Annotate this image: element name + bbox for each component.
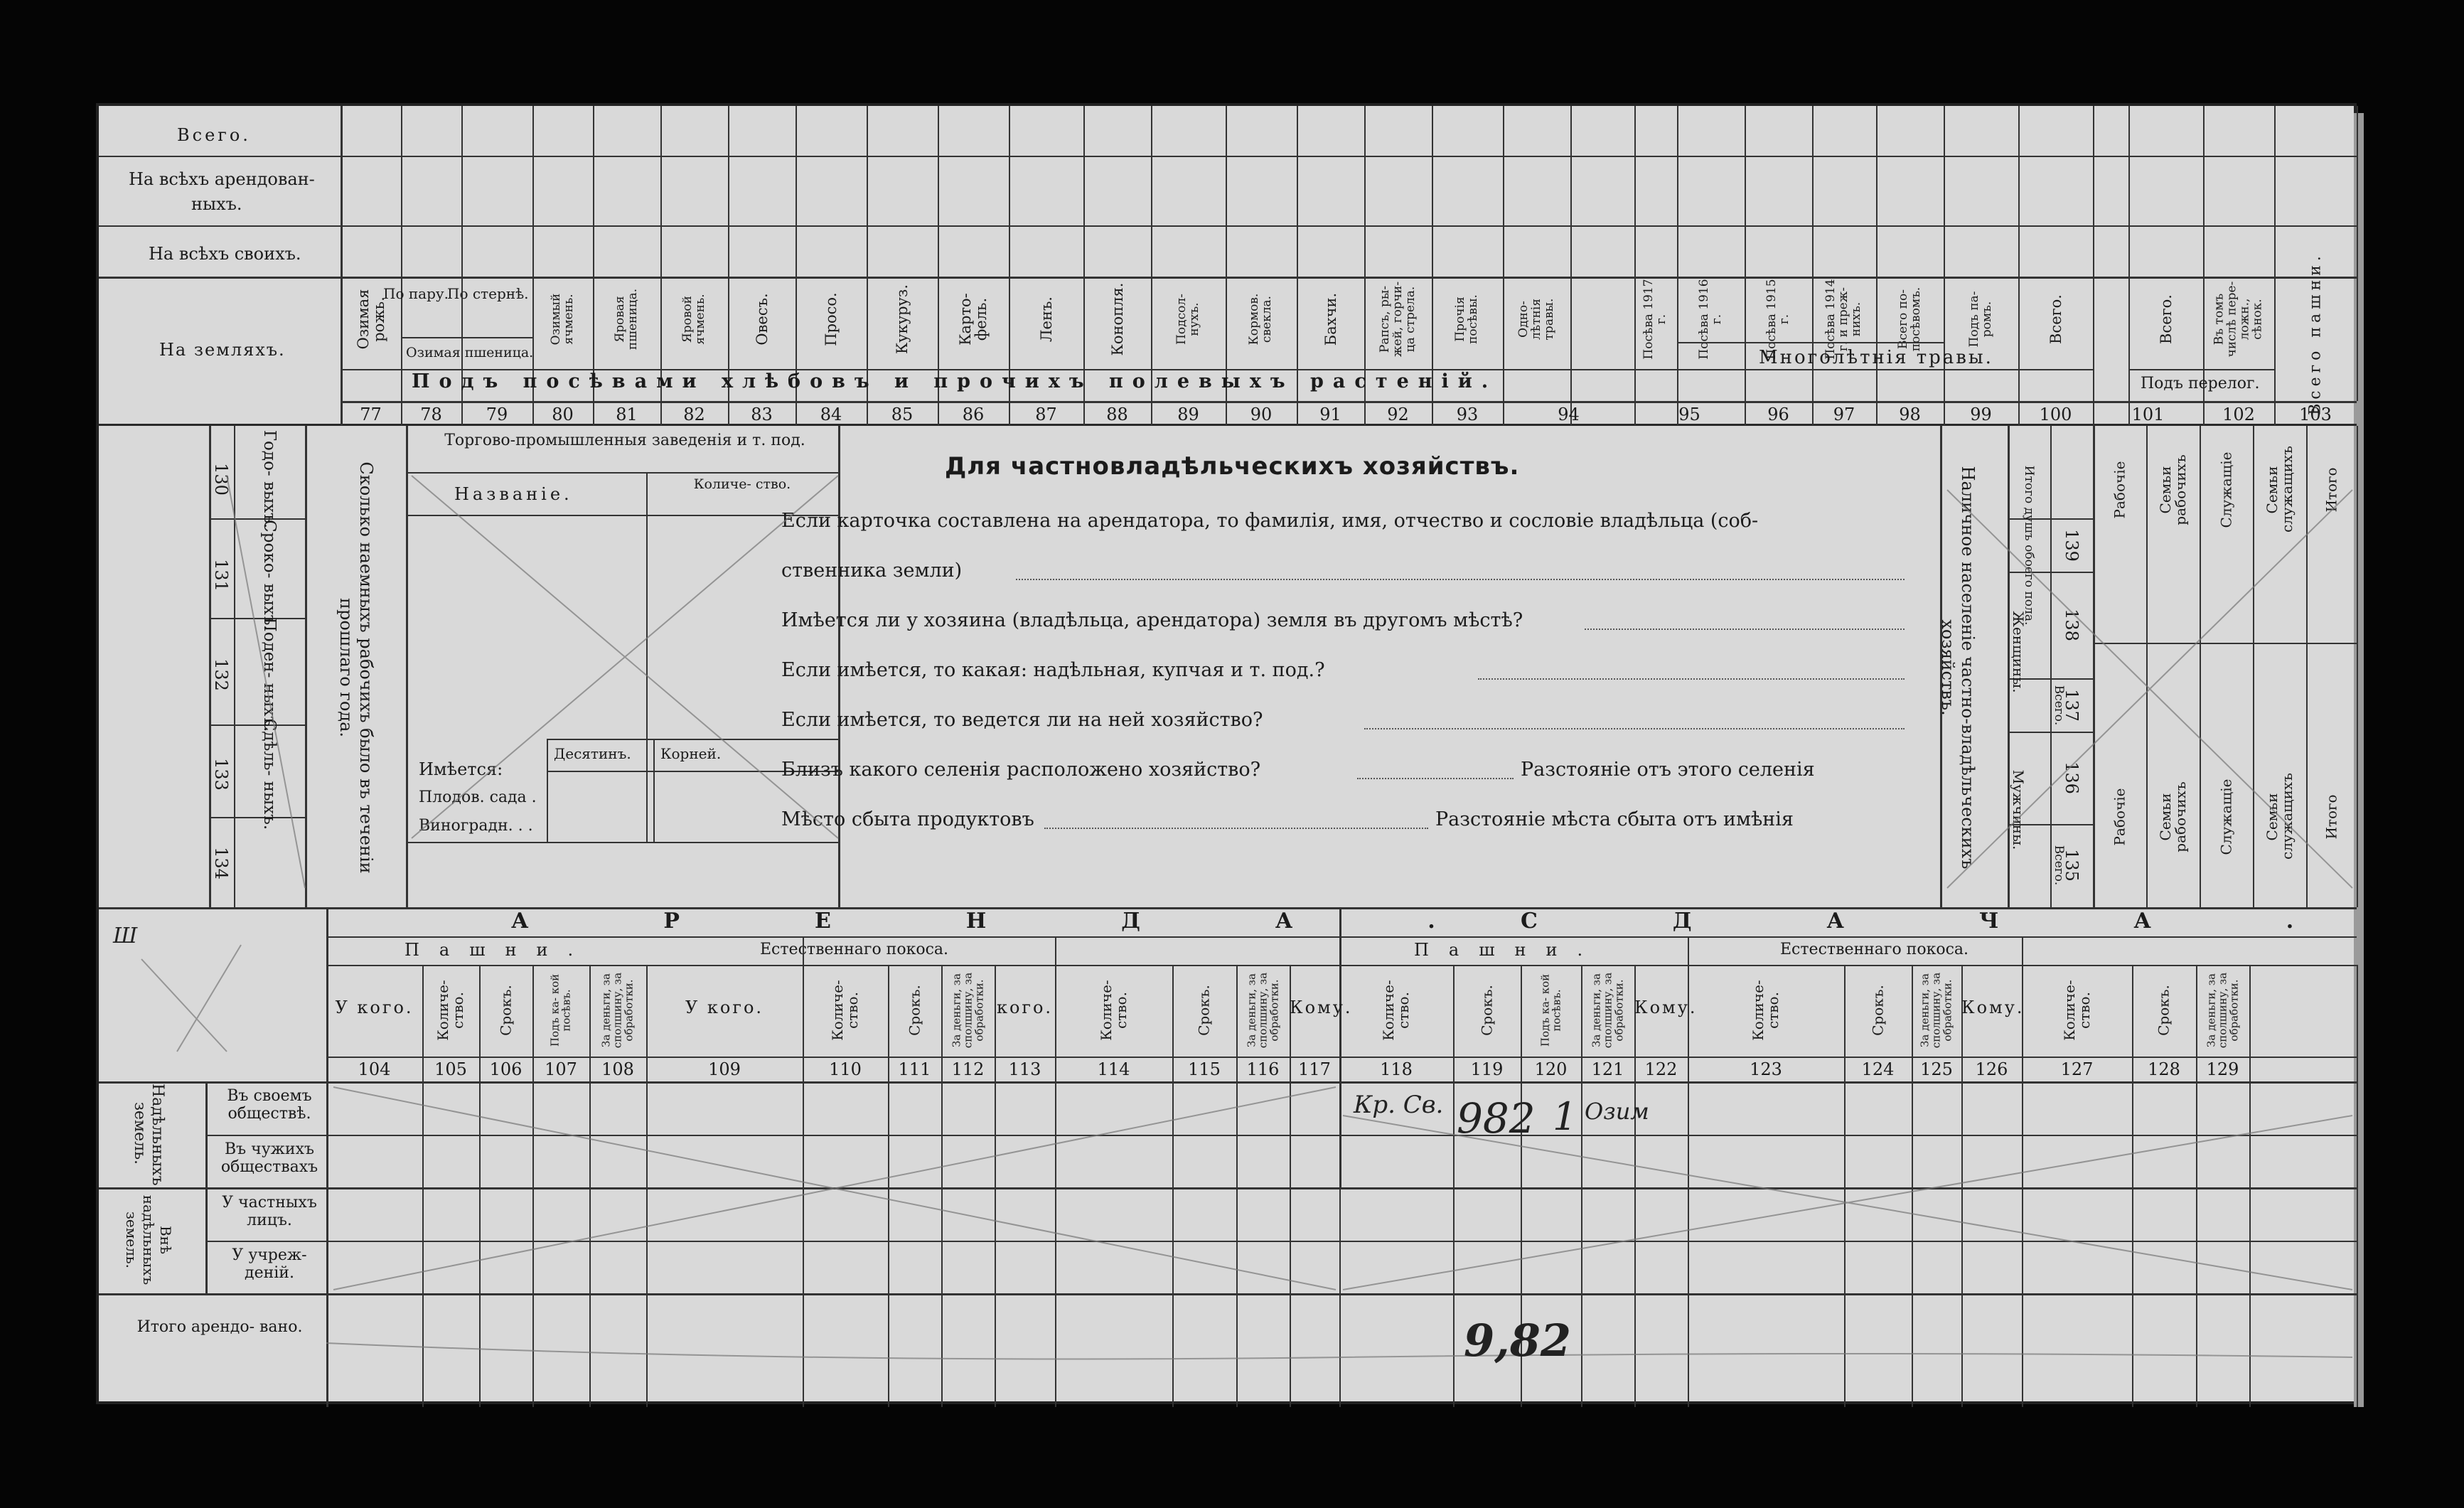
- crop-label: Всего по- посѣвомъ.: [1895, 287, 1923, 352]
- mnogolet-label: Многолѣтнія травы.: [1759, 347, 1993, 368]
- hand-note-1: Кр. Св.: [1354, 1091, 1444, 1119]
- column-number: 108: [601, 1059, 634, 1079]
- column-header: Количе- ство.: [2060, 980, 2093, 1041]
- column-header: Срокъ.: [1478, 985, 1495, 1036]
- column-header: За деньги, за сполшину, за обработки.: [1589, 972, 1625, 1049]
- hand-total: 9,82: [1464, 1315, 1572, 1367]
- population-col-label: Служащіе: [2217, 451, 2234, 528]
- crop-label: Бахчи.: [1322, 292, 1339, 346]
- column-number: 123: [1750, 1059, 1782, 1079]
- population-col-label: Итого: [2323, 794, 2340, 840]
- label-podennyh: Поден- ныхъ.: [260, 617, 279, 732]
- column-number: 121: [1591, 1059, 1624, 1079]
- num-137: 137: [2062, 689, 2082, 722]
- crop-label: Посѣва 1916 г.: [1696, 279, 1724, 360]
- crop-label: Подсол- нухъ.: [1174, 294, 1201, 345]
- column-number: 95: [1678, 405, 1700, 424]
- crop-label: Одно- лѣтнія травы.: [1516, 298, 1556, 341]
- column-number: 86: [962, 405, 985, 424]
- crop-label: Озимый ячмень.: [548, 293, 576, 346]
- sdacha-header: СДАЧА.: [1521, 909, 2429, 934]
- crop-label: Посѣва 1917 г.: [1641, 279, 1668, 360]
- column-number: 109: [708, 1059, 741, 1079]
- column-number: 118: [1380, 1059, 1413, 1079]
- row-vsego: Всего.: [177, 125, 251, 145]
- column-number: 101: [2131, 405, 2165, 424]
- crop-label: Кормов. свекла.: [1247, 293, 1274, 346]
- desyatin-label: Десятинъ.: [554, 745, 631, 762]
- column-number: 106: [489, 1059, 523, 1079]
- column-header: Количе- ство.: [829, 980, 861, 1041]
- group-nadelnyh: Надѣльныхъ земель.: [131, 1084, 166, 1186]
- korney-label: Корней.: [660, 745, 722, 762]
- column-header: У кого.: [335, 998, 414, 1017]
- ozimaya-pshenica: Озимая пшеница.: [406, 345, 534, 360]
- arenda-pashni: Пашни.: [405, 940, 594, 960]
- population-col-label: Рабочіе: [2111, 788, 2128, 846]
- crop-label: Ленъ.: [1037, 296, 1055, 342]
- crop-label: Карто- фель.: [956, 293, 990, 346]
- row-chuzhih: Въ чужихъ обществахъ: [220, 1140, 318, 1177]
- column-number: 90: [1250, 405, 1273, 424]
- column-number: 119: [1470, 1059, 1504, 1079]
- column-number: 120: [1534, 1059, 1568, 1079]
- itogo-pencil-line: [326, 1343, 2352, 1359]
- column-number: 107: [545, 1059, 577, 1079]
- crop-label: Кукуруз.: [893, 284, 911, 355]
- crop-label: Яровой ячмень.: [680, 294, 707, 345]
- crop-label: Конопля.: [1108, 282, 1126, 356]
- private-title: Для частновладѣльческихъ хозяйствъ.: [945, 452, 1520, 481]
- hand-note-3: 1: [1553, 1094, 1578, 1139]
- arenda-header: АРЕНДА.: [511, 909, 1570, 934]
- column-header: Кому.: [1634, 998, 1698, 1017]
- column-number: 91: [1319, 405, 1341, 424]
- question-2: Имѣется ли у хозяина (владѣльца, арендатора) земля въ другомъ мѣстѣ?: [781, 609, 1523, 631]
- crop-label: Подъ па- ромъ.: [1966, 291, 1994, 348]
- num-135: 135: [2062, 849, 2082, 882]
- torg-title: Торгово-промышленныя заведенія и т. под.: [444, 432, 805, 449]
- column-header: Срокъ.: [1869, 985, 1886, 1036]
- vsego-pashni: Всего пашни.: [2306, 252, 2325, 415]
- row-chastnyh: У частныхъ лицъ.: [222, 1194, 317, 1230]
- num-133: 133: [211, 758, 231, 791]
- column-number: 104: [358, 1059, 391, 1079]
- population-col-label: Рабочіе: [2111, 461, 2128, 519]
- nalichnoe-label: Наличное населеніе частно-владѣльческихъ хозяйствъ.: [1938, 466, 1978, 870]
- num-132: 132: [211, 658, 231, 691]
- question-6: Мѣсто сбыта продуктовъ: [781, 808, 1034, 830]
- crop-label: Всего.: [2157, 294, 2175, 344]
- column-number: 99: [1970, 405, 1992, 424]
- num-131: 131: [211, 559, 231, 592]
- column-number: 100: [2039, 405, 2072, 424]
- num-138: 138: [2062, 609, 2082, 641]
- column-header: За деньги, за сполшину, за обработки.: [1244, 972, 1280, 1049]
- question-6b: Разстояніе мѣста сбыта отъ имѣнія: [1435, 808, 1794, 830]
- label-sdelnyh: Сдѣль- ныхъ.: [260, 718, 279, 830]
- column-header: За деньги, за сполшину, за обработки.: [599, 972, 635, 1049]
- crop-label: Посѣва 1915 г.: [1764, 279, 1791, 360]
- question-5: Близъ какого селенія расположено хозяйство?: [781, 759, 1261, 781]
- column-number: 129: [2206, 1059, 2239, 1079]
- column-number: 126: [1975, 1059, 2008, 1079]
- population-col-label: Семьи служащихъ: [2263, 446, 2296, 533]
- column-header: Срокъ.: [2155, 985, 2173, 1036]
- row-arend-1: На всѣхъ арендован-: [129, 169, 315, 189]
- column-number: 77: [360, 405, 382, 424]
- crop-label: Всего.: [2047, 294, 2064, 344]
- column-number: 85: [891, 405, 914, 424]
- column-header: Количе- ство.: [1750, 980, 1782, 1041]
- population-col-label: Семьи рабочихъ: [2156, 781, 2189, 852]
- sub-sternya: По стернѣ.: [447, 285, 529, 302]
- num-139: 139: [2062, 529, 2082, 562]
- naemnyh-label: Сколько наемныхъ рабочихъ было въ теченіи прошлаго года.: [336, 461, 376, 874]
- column-header: Кому.: [1961, 998, 2025, 1017]
- crop-label: Прочія посѣвы.: [1453, 294, 1480, 344]
- column-header: Срокъ.: [906, 985, 923, 1036]
- column-number: 103: [2299, 405, 2332, 424]
- row-itogo: Итого арендо- вано.: [136, 1318, 303, 1336]
- vinogr-label: Виноградн. . .: [419, 817, 533, 835]
- column-number: 102: [2222, 405, 2255, 424]
- column-header: Количе- ство.: [1380, 980, 1412, 1041]
- row-svoih: На всѣхъ своихъ.: [149, 244, 301, 264]
- column-number: 97: [1833, 405, 1855, 424]
- crop-label: Въ томъ числѣ пере- ложн., сѣнок.: [2212, 281, 2264, 358]
- crop-label: Яровая пшеница.: [612, 288, 640, 351]
- sdacha-pashni: Пашни.: [1414, 940, 1603, 960]
- crop-label: Овесъ.: [753, 293, 771, 346]
- population-col-label: Семьи рабочихъ: [2156, 454, 2189, 525]
- column-number: 94: [1558, 405, 1580, 424]
- census-card: [96, 103, 2429, 1404]
- column-number: 83: [751, 405, 773, 424]
- column-number: 88: [1106, 405, 1128, 424]
- column-number: 87: [1035, 405, 1057, 424]
- column-number: 84: [820, 405, 842, 424]
- pencil-cross-line: [227, 476, 305, 888]
- column-number: 128: [2148, 1059, 2180, 1079]
- column-number: 127: [2060, 1059, 2094, 1079]
- column-number: 114: [1097, 1059, 1130, 1079]
- column-header: Срокъ.: [497, 985, 514, 1036]
- population-col-label: Итого: [2323, 467, 2340, 513]
- column-number: 116: [1246, 1059, 1280, 1079]
- column-number: 112: [951, 1059, 985, 1079]
- row-na-zemlyah: На земляхъ.: [159, 340, 286, 360]
- label-srokovyh: Сроко- выхъ.: [260, 520, 279, 631]
- column-number: 78: [420, 405, 442, 424]
- column-header: Количе- ство.: [1097, 980, 1130, 1041]
- column-header: Количе- ство.: [434, 980, 466, 1041]
- question-4: Если имѣется, то ведется ли на ней хозяйство?: [781, 709, 1263, 731]
- column-number: 93: [1456, 405, 1479, 424]
- crop-label: Просо.: [822, 292, 840, 346]
- column-number: 122: [1644, 1059, 1678, 1079]
- column-number: 80: [552, 405, 574, 424]
- pencil-marks: [99, 106, 2359, 1407]
- muzhchiny-label: Мужчины.: [2010, 769, 2027, 850]
- question-1b: ственника земли): [781, 560, 963, 582]
- column-header: кого.: [996, 998, 1054, 1017]
- num-130: 130: [211, 463, 231, 496]
- column-number: 113: [1008, 1059, 1041, 1079]
- group-vne-nadelnyh: Внѣ надѣльныхъ земель.: [123, 1194, 174, 1285]
- crop-label: Рапсъ, ры- жей, горчи- ца стрела.: [1377, 281, 1418, 358]
- column-number: 124: [1861, 1059, 1895, 1079]
- vsego-muzh: Всего.: [2052, 845, 2066, 886]
- question-1a: Если карточка составлена на арендатора, то фамилія, имя, отчество и сословіе владѣльца (соб-: [781, 510, 1759, 532]
- sub-para: По пару.: [383, 285, 449, 302]
- column-header: Кому.: [1290, 998, 1353, 1017]
- hand-note-4: Озим: [1585, 1098, 1649, 1125]
- corner-pencil-scribble: [141, 945, 241, 1052]
- kolich-label: Количе- ство.: [693, 476, 791, 492]
- column-number: 117: [1298, 1059, 1331, 1079]
- column-number: 98: [1899, 405, 1921, 424]
- column-number: 115: [1188, 1059, 1221, 1079]
- column-header: За деньги, за сполшину, за обработки.: [949, 972, 985, 1049]
- column-number: 110: [829, 1059, 862, 1079]
- row-uchrezhd: У учреж- деній.: [232, 1246, 307, 1283]
- column-header: Подъ ка- кой посѣвъ.: [548, 973, 572, 1047]
- nazvanie-label: Названіе.: [454, 484, 573, 504]
- num-134: 134: [211, 847, 231, 879]
- column-number: 81: [616, 405, 638, 424]
- column-header: Подъ ка- кой посѣвъ.: [1538, 973, 1563, 1047]
- row-arend-2: ныхъ.: [191, 194, 242, 214]
- row-svoem: Въ своемъ обществѣ.: [227, 1087, 312, 1123]
- vsego-zhen: Всего.: [2052, 685, 2066, 726]
- column-header: За деньги, за сполшину, за обработки.: [2204, 972, 2240, 1049]
- column-number: 89: [1177, 405, 1199, 424]
- pod-perelog: Подъ перелог.: [2141, 375, 2260, 392]
- plodov-label: Плодов. сада .: [419, 788, 537, 806]
- itogo-dush: Итого душъ обоего пола.: [2022, 465, 2036, 626]
- column-number: 92: [1387, 405, 1409, 424]
- zhenshchiny-label: Женщины.: [2010, 611, 2027, 693]
- arenda-estestv: Естественнаго покоса.: [760, 941, 949, 958]
- pod-posevami: Подъ посѣвами хлѣбовъ и прочихъ полевыхъ растеній.: [412, 370, 1498, 392]
- hand-note-2: 982: [1457, 1094, 1536, 1143]
- population-col-label: Семьи служащихъ: [2263, 773, 2296, 860]
- num-136: 136: [2062, 761, 2082, 794]
- label-godovyh: Годо- выхъ.: [260, 429, 279, 529]
- imeetsya-label: Имѣется:: [419, 759, 503, 779]
- population-col-label: Служащіе: [2217, 779, 2234, 855]
- column-number: 111: [898, 1059, 931, 1079]
- crop-label: Озимая рожь.: [354, 289, 387, 350]
- question-5b: Разстояніе отъ этого селенія: [1521, 759, 1815, 781]
- question-3: Если имѣется, то какая: надѣльная, купчая и т. под.?: [781, 659, 1325, 681]
- column-number: 125: [1920, 1059, 1953, 1079]
- column-number: 96: [1767, 405, 1789, 424]
- column-header: Срокъ.: [1195, 985, 1213, 1036]
- column-header: За деньги, за сполшину, за обработки.: [1918, 972, 1954, 1049]
- column-number: 82: [683, 405, 705, 424]
- column-header: У кого.: [685, 998, 764, 1017]
- corner-mark: Ш: [113, 924, 138, 948]
- sdacha-estestv: Естественнаго покоса.: [1780, 941, 1969, 958]
- crop-label: Посѣва 1914 г. и преж- нихъ.: [1823, 279, 1863, 360]
- column-number: 79: [486, 405, 508, 424]
- column-number: 105: [434, 1059, 467, 1079]
